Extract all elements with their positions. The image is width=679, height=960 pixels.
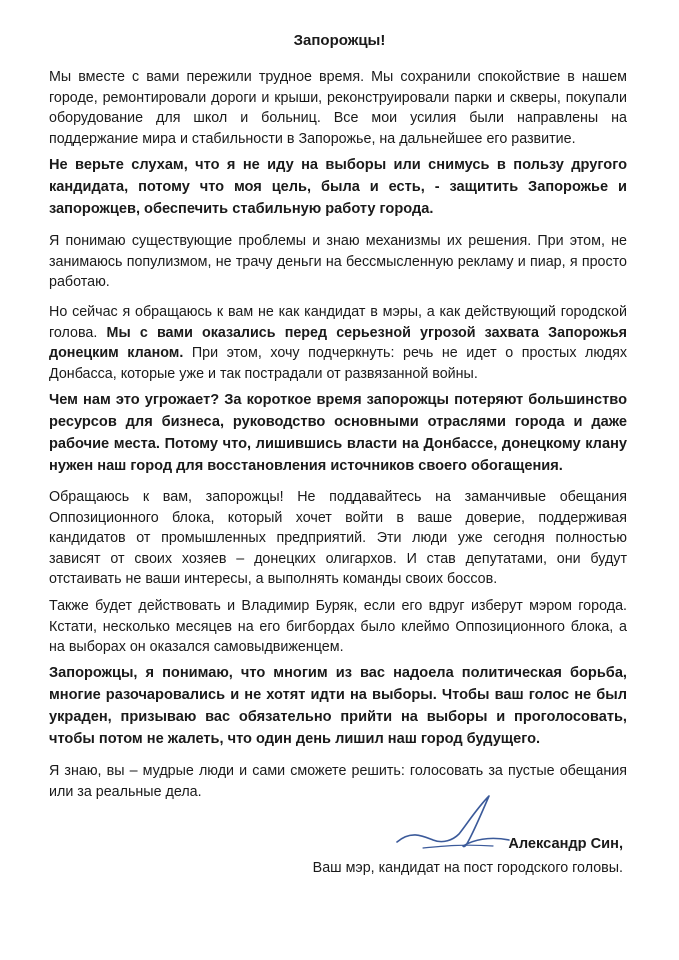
paragraph-1: Мы вместе с вами пережили трудное время. Мы сохранили спокойствие в нашем городе, ремонтировали дороги и крыши, реконструировали парки и скверы, покупали оборудование для школ и больниц. Все мои усилия были направлены на поддержание мира и стабильности в Запорожье, на дальнейшее его развитие. <box>49 69 627 147</box>
paragraph-4-bold: Мы с вами оказались перед серьезной угрозой захвата Запорожья донецким кланом. <box>49 324 627 362</box>
paragraph-7: Также будет действовать и Владимир Буряк, если его вдруг изберут мэром города. Кстати, несколько месяцев на его бигбордах было клеймо Оппозиционного блока, а на выборах он оказался самовыдвиженцем. <box>49 598 627 656</box>
paragraph-6: Обращаюсь к вам, запорожцы! Не поддавайтесь на заманчивые обещания Оппозиционного блока, который хочет войти в ваше доверие, поддерживая кандидатов от промышленных предприятий. Эти люди уже сегодня полностью зависят от своих хозяев – донецких олигархов. И став депутатами, они будут отстаивать не ваши интересы, а выполнять команды своих боссов. <box>49 489 627 588</box>
paragraph-2: Не верьте слухам, что я не иду на выборы или снимусь в пользу другого кандидата, потому что моя цель, была и есть, - защитить Запорожье и запорожцев, обеспечить стабильную работу города. <box>49 157 627 217</box>
paragraph-3: Я понимаю существующие проблемы и знаю механизмы их решения. При этом, не занимаюсь популизмом, не трачу деньги на бессмысленную рекламу и пиар, я просто работаю. <box>49 233 627 291</box>
signature-name: Александр Син, <box>508 836 623 852</box>
paragraph-4-end: При этом, хочу подчеркнуть: речь не идет о простых людях Донбасса, которые уже и так пострадали от развязанной войны. <box>49 345 627 382</box>
letter-title: Запорожцы! <box>293 32 386 49</box>
paragraph-4-start: Но сейчас я обращаюсь к вам не как кандидат в мэры, а как действующий городской голова. <box>49 304 627 341</box>
paragraph-5: Чем нам это угрожает? За короткое время запорожцы потеряют большинство ресурсов для бизнеса, руководство основными отраслями города и даже рабочие места. Потому что, лишившись власти на Донбассе, донецкому клану нужен наш город для восстановления источников своего обогащения. <box>49 392 627 474</box>
signature-role: Ваш мэр, кандидат на пост городского головы. <box>312 860 623 876</box>
paragraph-8: Запорожцы, я понимаю, что многим из вас надоела политическая борьба, многие разочаровались и не хотят идти на выборы. Чтобы ваш голос не был украден, призываю вас обязательно прийти на выборы и проголосовать, чтобы потом не жалеть, что один день лишил наш город будущего. <box>49 665 627 747</box>
paragraph-9: Я знаю, вы – мудрые люди и сами сможете решить: голосовать за пустые обещания или за реальные дела. <box>49 763 627 800</box>
paragraph-4 <box>49 302 627 384</box>
handwritten-signature <box>393 790 513 860</box>
